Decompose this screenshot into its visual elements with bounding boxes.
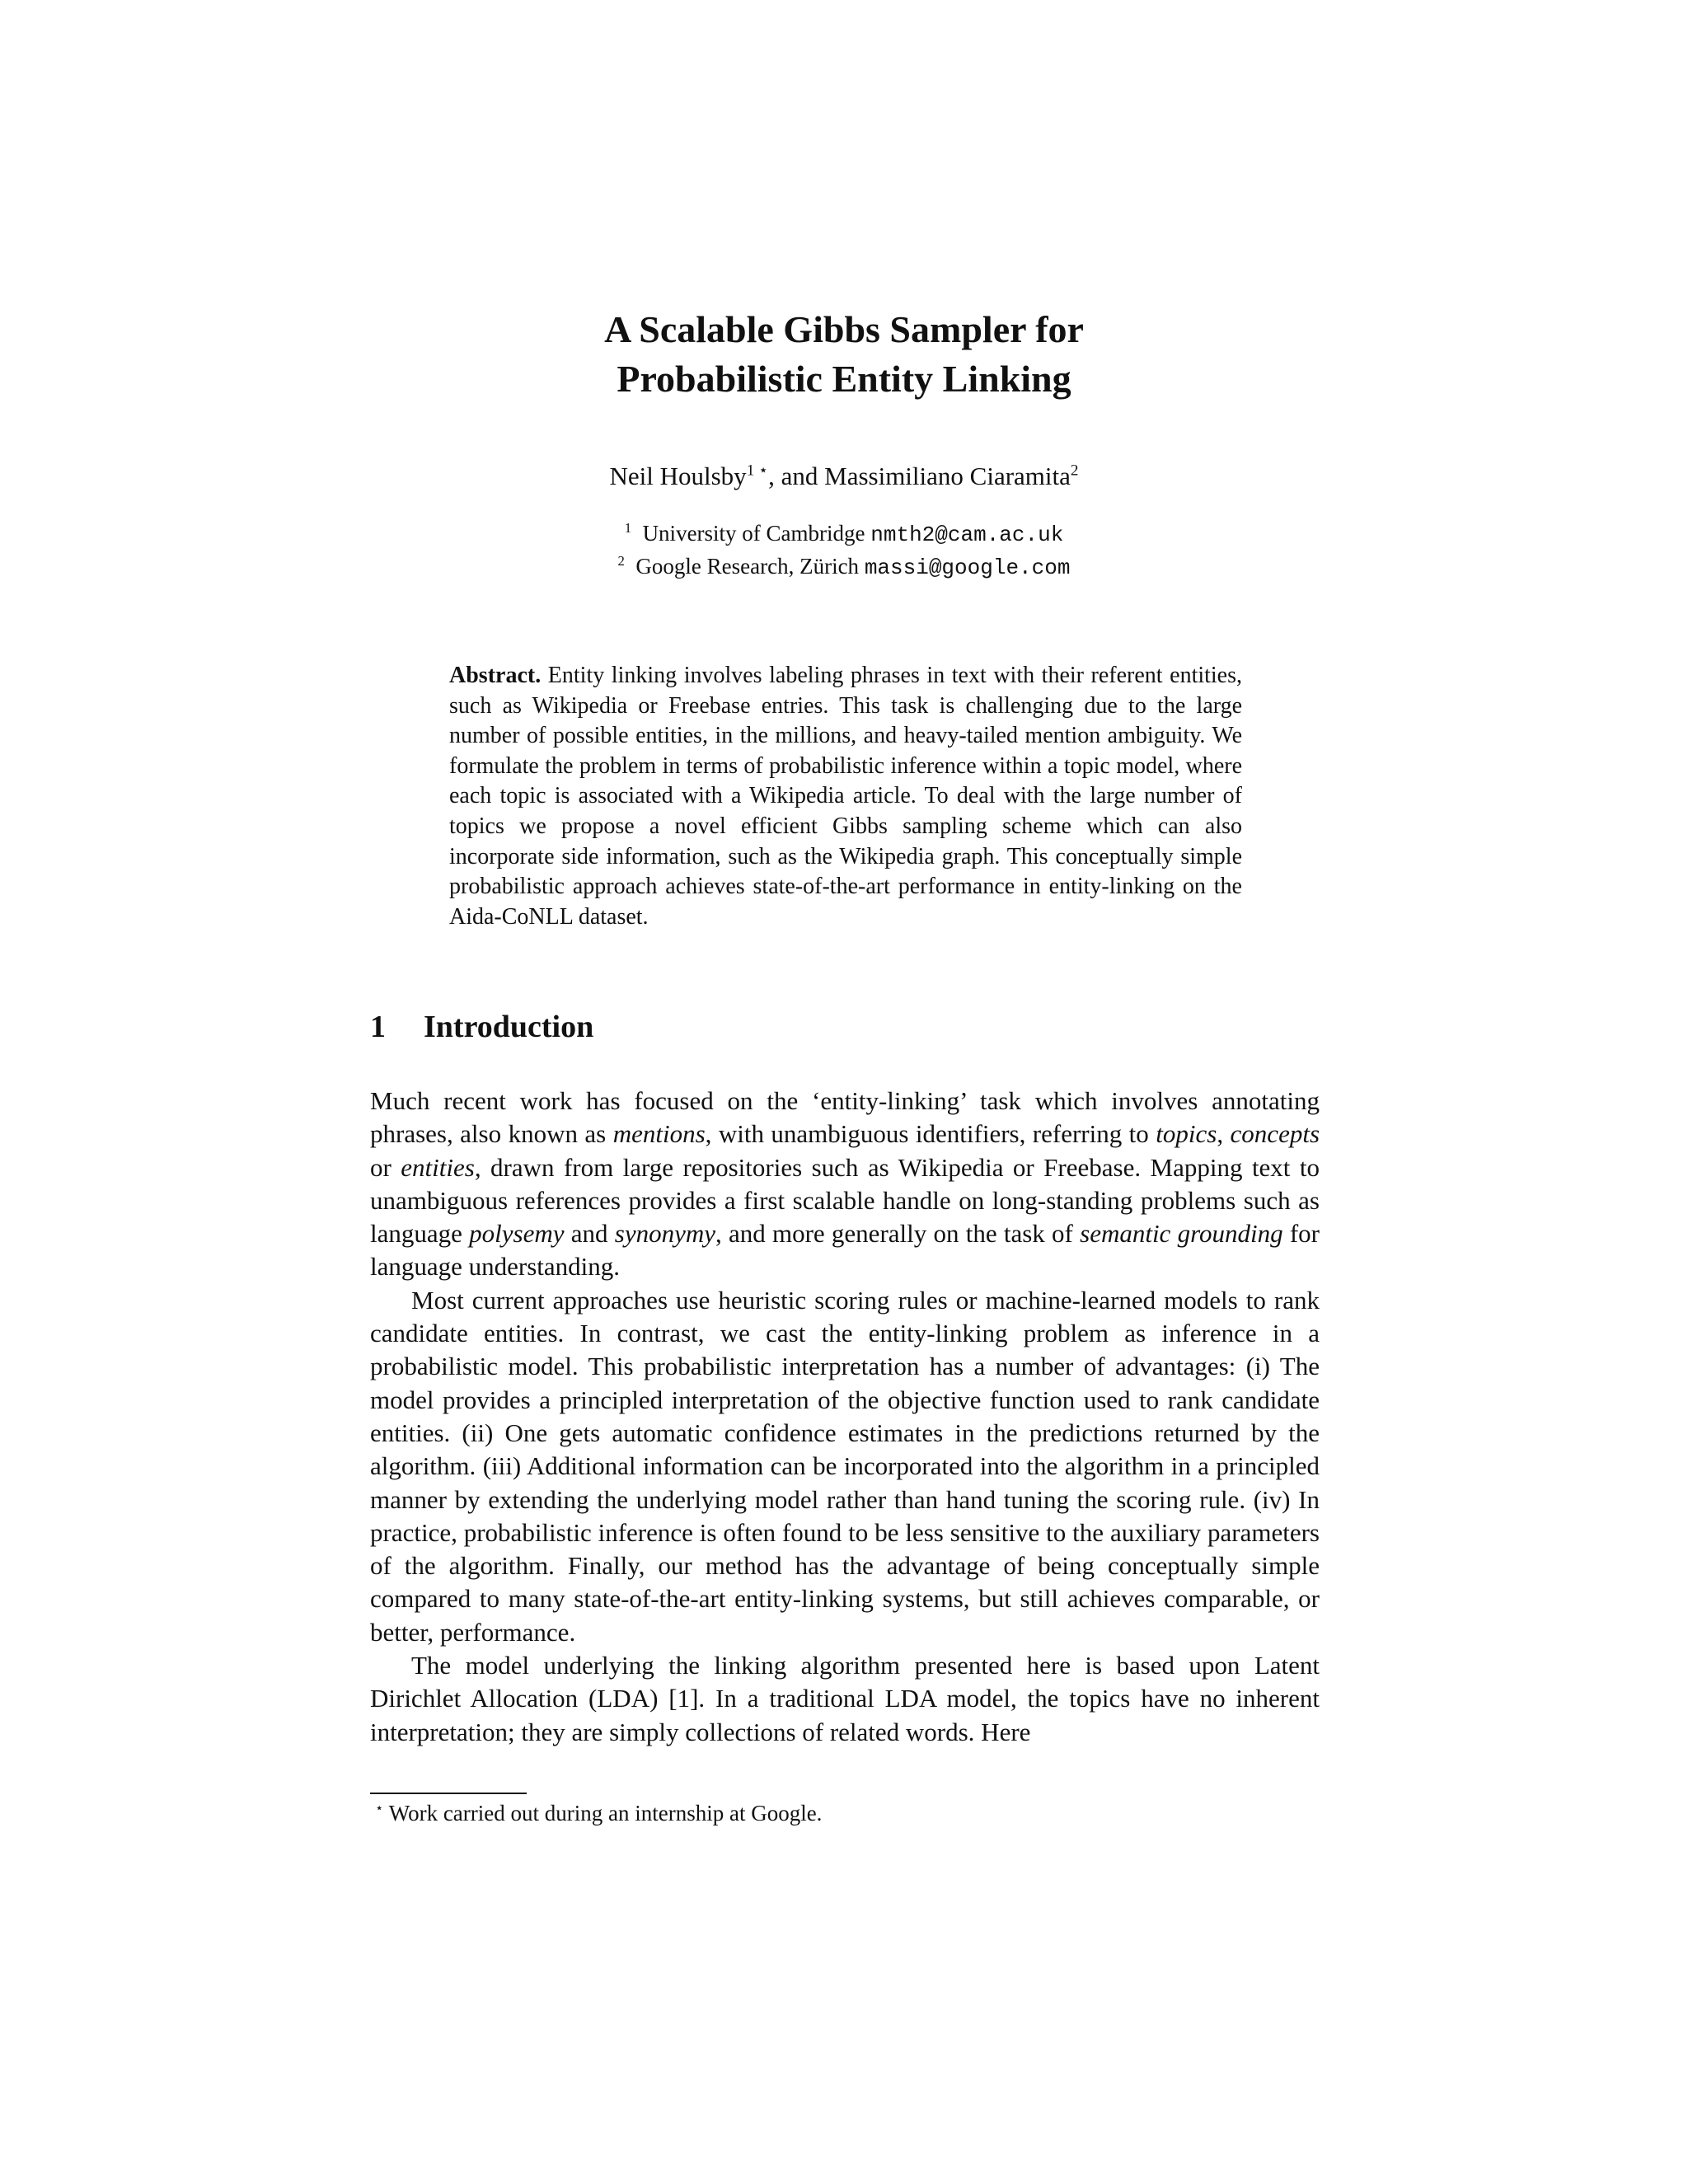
text-run: , and more generally on the task of (715, 1219, 1081, 1249)
paper-title (0, 305, 1688, 404)
text-run: and (564, 1219, 615, 1249)
footnote-text: Work carried out during an internship at Google. (388, 1801, 823, 1825)
affiliation-name: Google Research, Zürich (635, 554, 860, 579)
text-run: Much recent work has focused on the ‘entity-linking’ task which involves annotating phrases, also known as (370, 1086, 1320, 1149)
author-name: Neil Houlsby (609, 462, 747, 490)
text-run: , drawn from large repositories such as Wikipedia or Freebase. Mapping text to unambiguous references provides a first scalable handle on long-standing problems such as language (370, 1152, 1320, 1249)
author-marks: 1 ⋆ (746, 462, 769, 480)
affiliation-email: massi@google.com (864, 555, 1071, 580)
emphasis: topics (1156, 1119, 1217, 1149)
emphasis: entities (401, 1152, 475, 1182)
section-number: 1 (370, 1010, 386, 1044)
affiliation-mark: 2 (617, 553, 625, 569)
emphasis: concepts (1230, 1119, 1320, 1149)
text-run: , with unambiguous identifiers, referring to (705, 1119, 1156, 1149)
abstract (449, 661, 1242, 932)
text-run: for language understanding. (370, 1219, 1320, 1282)
emphasis: polysemy (469, 1219, 565, 1249)
abstract-label: Abstract. (449, 663, 542, 688)
section-title: Introduction (424, 1010, 594, 1044)
footnote-rule (370, 1793, 527, 1794)
paragraph (370, 1085, 1320, 1284)
section-body (370, 1085, 1320, 1749)
emphasis: mentions (612, 1119, 706, 1149)
title-line-2: Probabilistic Entity Linking (617, 358, 1071, 400)
footnote-mark: ⋆ (375, 1800, 384, 1816)
affiliation-2 (0, 551, 1688, 583)
footnote (375, 1799, 822, 1827)
affiliations (0, 518, 1688, 583)
author-connector: , and Massimiliano Ciaramita (768, 462, 1071, 490)
author-list (0, 460, 1688, 493)
emphasis: synonymy (614, 1219, 715, 1249)
abstract-text: Entity linking involves labeling phrases in text with their referent entities, such as Wikipedia or Freebase entries. This task is challenging due to the large number of possible entities, in the millions, and heavy-tailed mention ambiguity. We formulate the problem in terms of probabilistic inference within a topic model, where each topic is associated with a Wikipedia article. To deal with the large number of topics we propose a novel efficient Gibbs sampling scheme which can also incorporate side information, such as the Wikipedia graph. This conceptually simple probabilistic approach achieves state-of-the-art performance in entity-linking on the Aida-CoNLL dataset. (449, 663, 1243, 930)
affiliation-1 (0, 518, 1688, 551)
author-mark: 2 (1070, 462, 1079, 480)
text-run: or (370, 1152, 401, 1182)
section-heading (370, 1007, 593, 1047)
title-line-1: A Scalable Gibbs Sampler for (604, 308, 1084, 350)
text-run: , (1217, 1119, 1231, 1149)
affiliation-mark: 1 (624, 520, 632, 536)
paragraph: The model underlying the linking algorithm presented here is based upon Latent Dirichlet Allocation (LDA) [1]. In a traditional LDA model, the topics have no inherent interpretation; they are simply collections of related words. Here (370, 1651, 1320, 1746)
affiliation-name: University of Cambridge (642, 521, 865, 546)
affiliation-email: nmth2@cam.ac.uk (870, 523, 1064, 547)
emphasis: semantic grounding (1080, 1219, 1283, 1249)
paragraph: Most current approaches use heuristic scoring rules or machine-learned models to rank candidate entities. In contrast, we cast the entity-linking problem as inference in a probabilistic model. This probabilistic interpretation has a number of advantages: (i) The model provides a principled interpretation of the objective function used to rank candidate entities. (ii) One gets automatic confidence estimates in the predictions returned by the algorithm. (iii) Additional information can be incorporated into the algorithm in a principled manner by extending the underlying model rather than hand tuning the scoring rule. (iv) In practice, probabilistic inference is often found to be less sensitive to the auxiliary parameters of the algorithm. Finally, our method has the advantage of being conceptually simple compared to many state-of-the-art entity-linking systems, but still achieves comparable, or better, performance. (370, 1285, 1320, 1647)
